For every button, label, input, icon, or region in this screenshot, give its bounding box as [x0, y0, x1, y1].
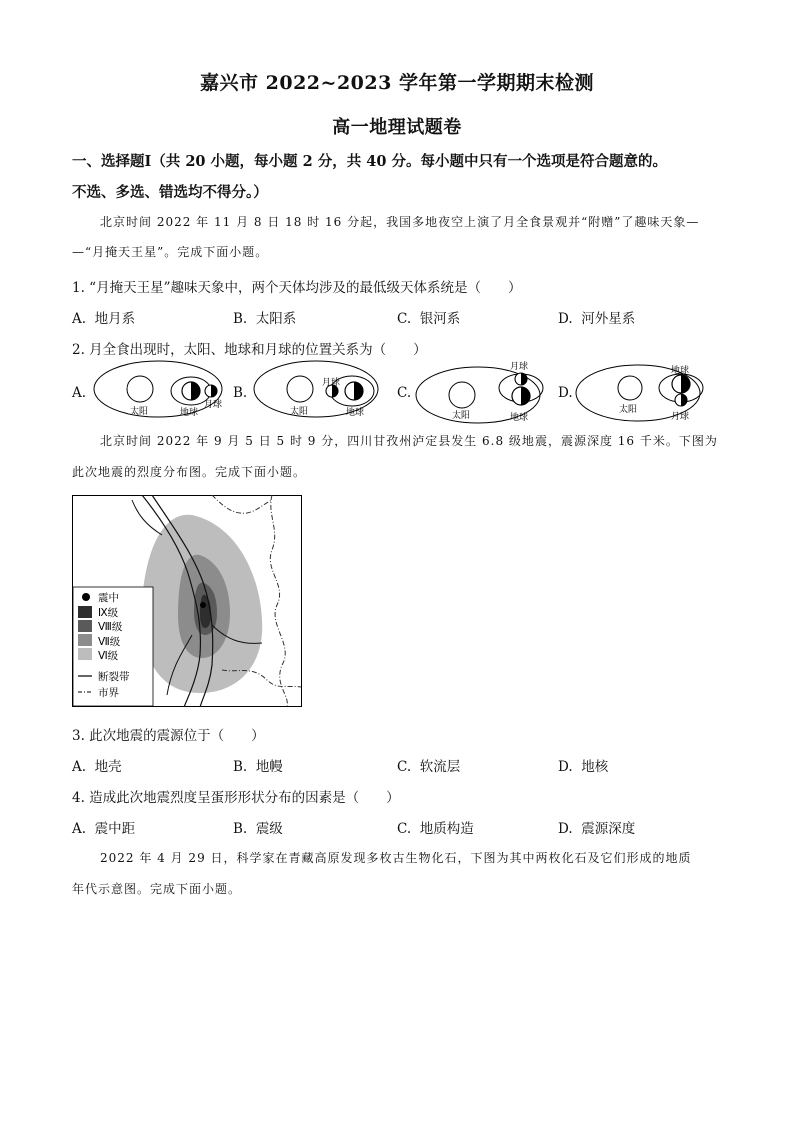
legend-boundary: 市界	[98, 687, 119, 699]
passage-3-line2: 年代示意图。完成下面小题。	[72, 882, 242, 896]
earth-icon	[672, 375, 690, 393]
question-2-stem: 2. 月全食出现时，太阳、地球和月球的位置关系为（ ）	[72, 342, 427, 358]
option-label: A.	[72, 821, 87, 837]
legend-level-7: Ⅶ级	[98, 636, 121, 648]
epicenter-marker	[200, 602, 206, 608]
option-text: 地月系	[94, 311, 136, 327]
sun-icon	[449, 382, 475, 408]
passage-2-line2: 此次地震的烈度分布图。完成下面小题。	[72, 465, 307, 479]
earth-label: 地球	[180, 408, 199, 418]
sun-label: 太阳	[290, 407, 309, 417]
option-text: 地质构造	[419, 821, 474, 837]
eclipse-diagrams	[0, 355, 794, 430]
option-label: C.	[397, 821, 412, 837]
passage-1-line2: —“月掩天王星”。完成下面小题。	[72, 245, 269, 259]
option-text: 太阳系	[255, 311, 297, 327]
option-label: B.	[233, 311, 248, 327]
legend-fault: 断裂带	[98, 671, 130, 683]
legend-swatch-7	[78, 634, 92, 646]
question-3-option-a[interactable]	[72, 755, 122, 775]
option-label: B.	[233, 821, 248, 837]
option-label: C.	[397, 311, 412, 327]
option-text: 震级	[255, 821, 283, 837]
option-text: 地核	[581, 759, 609, 775]
question-3-option-d[interactable]	[558, 755, 608, 775]
legend-swatch-9	[78, 606, 92, 618]
moon-label: 月球	[510, 362, 529, 372]
moon-label: 月球	[204, 400, 223, 410]
legend-level-8: Ⅷ级	[98, 621, 123, 633]
moon-icon	[515, 373, 527, 385]
question-3-option-c[interactable]	[397, 755, 460, 775]
legend-epicenter: 震中	[98, 592, 119, 604]
question-4-option-b[interactable]	[233, 817, 283, 837]
option-label: D.	[558, 821, 573, 837]
section-heading-line1: 一、选择题Ⅰ（共 20 小题，每小题 2 分，共 40 分。每小题中只有一个选项是符合题意的。	[72, 153, 668, 170]
legend-swatch-8	[78, 620, 92, 632]
sun-label: 太阳	[619, 405, 638, 415]
passage-2-line1: 北京时间 2022 年 9 月 5 日 5 时 9 分，四川甘孜州泸定县发生 6.8 级地震，震源深度 16 千米。下图为	[100, 434, 718, 448]
option-label: A.	[72, 311, 87, 327]
question-1-option-b[interactable]	[233, 307, 296, 327]
question-4-option-a[interactable]	[72, 817, 135, 837]
option-text: 软流层	[419, 759, 461, 775]
epicenter-legend-icon	[82, 593, 90, 601]
sun-label: 太阳	[130, 407, 149, 417]
earth-label: 地球	[346, 408, 365, 418]
moon-label: 月球	[671, 412, 690, 422]
question-2-option-d[interactable]: D.	[558, 385, 573, 401]
option-label: D.	[558, 311, 573, 327]
earth-icon	[512, 387, 530, 405]
question-1-option-d[interactable]	[558, 307, 635, 327]
exam-title: 嘉兴市 2022~2023 学年第一学期期末检测	[200, 72, 594, 94]
option-text: 河外星系	[581, 311, 636, 327]
question-4-option-c[interactable]	[397, 817, 474, 837]
diagram-c	[416, 360, 543, 423]
question-1-stem: 1. “月掩天王星”趣味天象中，两个天体均涉及的最低级天体系统是（ ）	[72, 280, 522, 296]
question-2-option-a[interactable]: A.	[72, 385, 87, 401]
legend-swatch-6	[78, 648, 92, 660]
option-text: 银河系	[419, 311, 461, 327]
legend-level-6: Ⅵ级	[98, 650, 119, 662]
question-1-option-a[interactable]	[72, 307, 135, 327]
sun-icon	[127, 376, 153, 402]
option-text: 地幔	[255, 759, 283, 775]
option-label: B.	[233, 759, 248, 775]
section-heading-line2: 不选、多选、错选均不得分。）	[72, 184, 268, 201]
moon-label: 月球	[322, 378, 341, 388]
option-text: 震中距	[94, 821, 136, 837]
option-text: 地壳	[94, 759, 122, 775]
exam-subtitle: 高一地理试题卷	[332, 117, 462, 138]
earth-icon	[182, 382, 200, 400]
earth-icon	[345, 382, 363, 400]
diagram-a	[94, 361, 222, 418]
map-legend	[73, 587, 153, 706]
question-4-stem: 4. 造成此次地震烈度呈蛋形形状分布的因素是（ ）	[72, 790, 400, 806]
passage-3-line1: 2022 年 4 月 29 日，科学家在青藏高原发现多枚古生物化石，下图为其中两枚化石及它们形成的地质	[100, 851, 692, 865]
option-label: D.	[558, 759, 573, 775]
question-2-option-b[interactable]: B.	[233, 385, 248, 401]
option-label: A.	[72, 759, 87, 775]
moon-icon	[675, 394, 687, 406]
legend-level-9: Ⅸ级	[98, 607, 119, 619]
option-text: 震源深度	[581, 821, 636, 837]
earth-label: 地球	[510, 413, 529, 423]
question-3-option-b[interactable]	[233, 755, 283, 775]
sun-label: 太阳	[452, 411, 471, 421]
earthquake-intensity-map	[72, 495, 302, 707]
option-label: C.	[397, 759, 412, 775]
question-3-stem: 3. 此次地震的震源位于（ ）	[72, 728, 265, 744]
question-1-option-c[interactable]	[397, 307, 460, 327]
diagram-b	[254, 361, 378, 418]
sun-icon	[287, 376, 313, 402]
question-4-option-d[interactable]	[558, 817, 635, 837]
question-2-option-c[interactable]: C.	[397, 385, 412, 401]
earth-label: 地球	[671, 366, 690, 376]
sun-icon	[618, 376, 642, 400]
diagram-d	[576, 364, 703, 422]
passage-1-line1: 北京时间 2022 年 11 月 8 日 18 时 16 分起，我国多地夜空上演了月全食景观并“附赠”了趣味天象—	[100, 215, 700, 229]
moon-icon	[205, 385, 217, 397]
